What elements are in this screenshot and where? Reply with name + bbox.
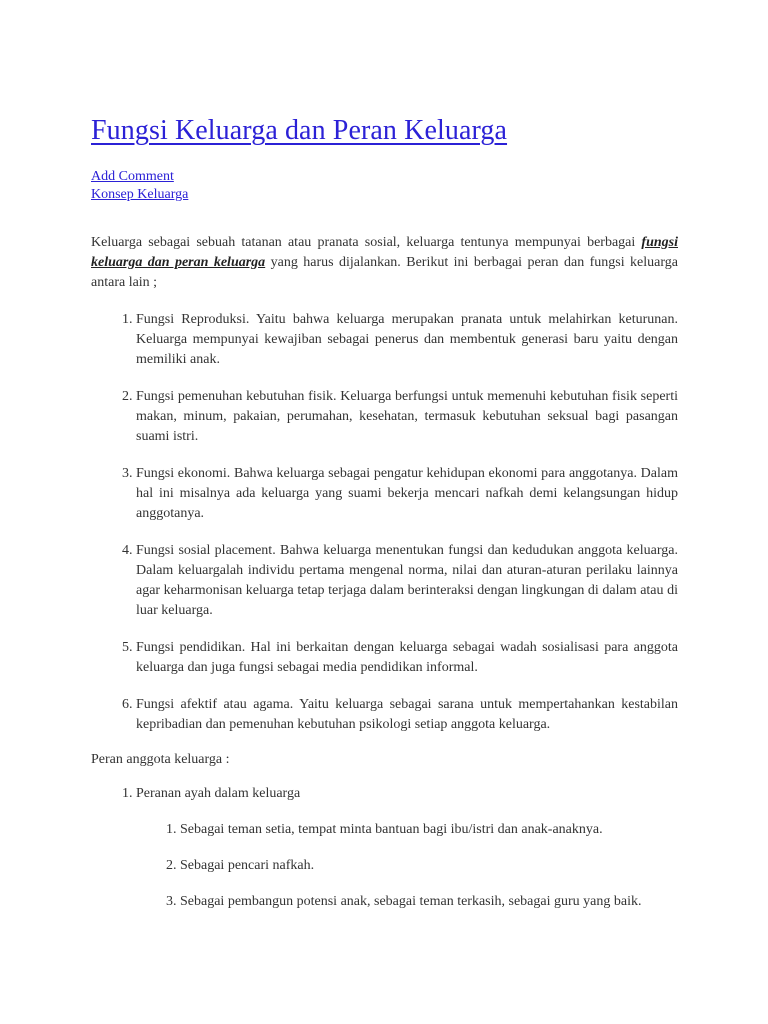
page-title[interactable]: Fungsi Keluarga dan Peran Keluarga xyxy=(91,115,508,146)
role-label: Peranan ayah dalam keluarga xyxy=(136,786,301,801)
document-page xyxy=(91,114,678,928)
father-roles-list xyxy=(136,820,678,912)
list-item: 1. Fungsi Reproduksi. Yaitu bahwa keluarga merupakan pranata untuk melahirkan keturunan. Keluarga mempunyai kewajiban sebagai penerus dan membentuk generasi baru yaitu dengan memiliki anak. xyxy=(136,310,678,370)
roles-heading: Peran anggota keluarga : xyxy=(91,752,230,767)
add-comment-link[interactable]: Add Comment xyxy=(91,169,174,184)
list-item: 5. Fungsi pendidikan. Hal ini berkaitan dengan keluarga sebagai wadah sosialisasi para anggota keluarga dan juga fungsi sebagai media pendidikan informal. xyxy=(136,638,678,678)
roles-list xyxy=(91,784,678,912)
post-links xyxy=(91,168,678,204)
list-item: 2. Sebagai pencari nafkah. xyxy=(180,856,678,876)
list-item xyxy=(136,784,678,912)
intro-emphasis: fungsi keluarga dan peran keluarga xyxy=(91,235,678,270)
functions-list xyxy=(91,310,678,735)
list-item: 6. Fungsi afektif atau agama. Yaitu keluarga sebagai sarana untuk mempertahankan kestabilan kepribadian dan pemenuhan kebutuhan psikologi setiap anggota keluarga. xyxy=(136,695,678,735)
intro-text-after: yang harus dijalankan. Berikut ini berbagai peran dan fungsi keluarga antara lain ; xyxy=(91,255,678,290)
list-item: 3. Fungsi ekonomi. Bahwa keluarga sebagai pengatur kehidupan ekonomi para anggotanya. Dalam hal ini misalnya ada keluarga yang suami bekerja mencari nafkah demi kelangsungan hidup anggotanya. xyxy=(136,464,678,524)
category-link[interactable]: Konsep Keluarga xyxy=(91,187,189,202)
list-item: 2. Fungsi pemenuhan kebutuhan fisik. Keluarga berfungsi untuk memenuhi kebutuhan fisik seperti makan, minum, pakaian, perumahan, kesehatan, termasuk kebutuhan seksual bagi pasangan suami istri. xyxy=(136,387,678,447)
list-item: 4. Fungsi sosial placement. Bahwa keluarga menentukan fungsi dan kedudukan anggota keluarga. Dalam keluargalah individu pertama mengenal norma, nilai dan aturan-aturan perilaku lainnya agar keharmonisan keluarga tetap terjaga dalam berinteraksi dengan lingkungan di dalam atau di luar keluarga. xyxy=(136,541,678,621)
list-item: 1. Sebagai teman setia, tempat minta bantuan bagi ibu/istri dan anak-anaknya. xyxy=(180,820,678,840)
intro-text-before: Keluarga sebagai sebuah tatanan atau pranata sosial, keluarga tentunya mempunyai berbagai xyxy=(91,235,642,250)
list-item: 3. Sebagai pembangun potensi anak, sebagai teman terkasih, sebagai guru yang baik. xyxy=(180,892,678,912)
intro-paragraph xyxy=(91,233,678,293)
